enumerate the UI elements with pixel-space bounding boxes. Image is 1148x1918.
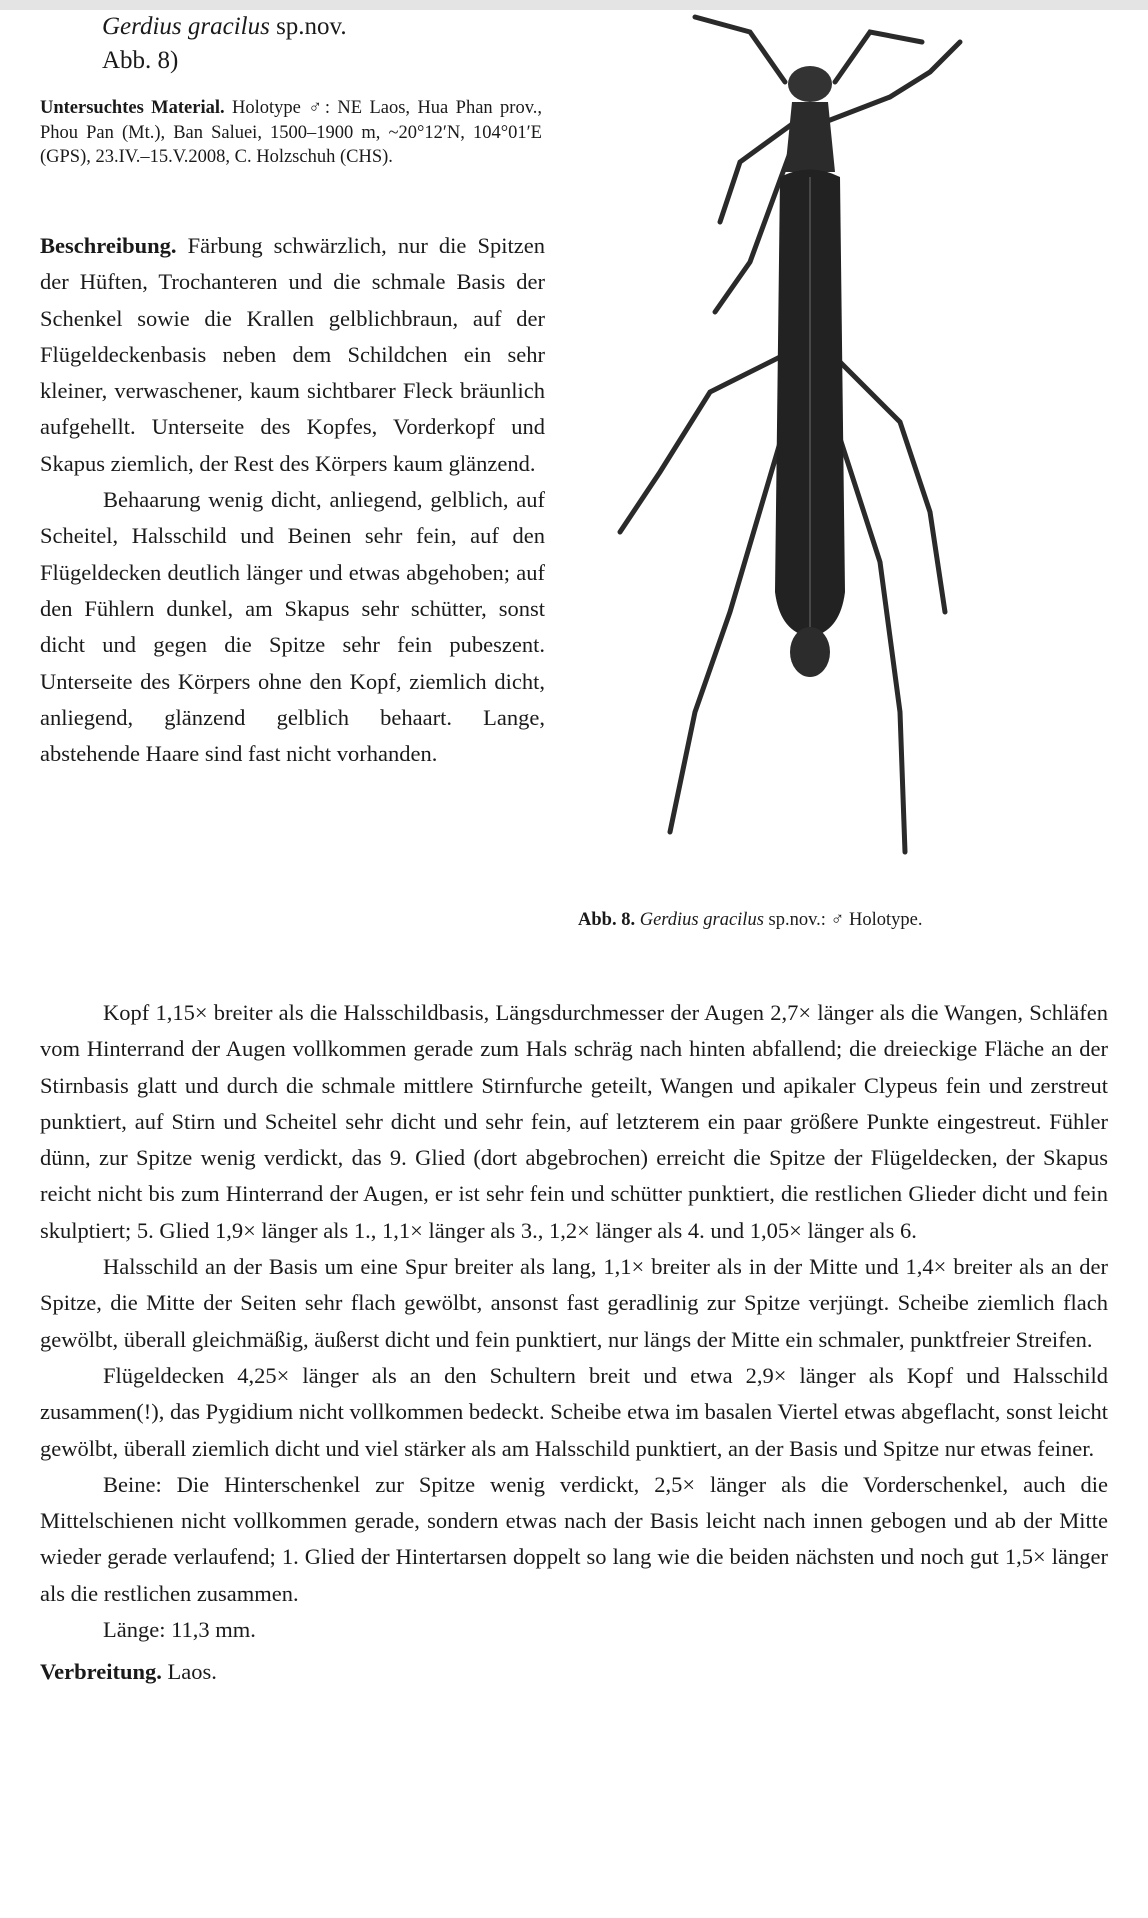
beetle-pronotum — [785, 102, 835, 172]
beetle-abdomen — [790, 627, 830, 677]
species-name: Gerdius gracilus — [102, 13, 270, 40]
species-title — [102, 10, 347, 44]
description-label: Beschreibung. — [40, 233, 177, 258]
description-p5: Flügeldecken 4,25× länger als an den Schultern breit und etwa 2,9× länger als Kopf und Halsschild zusammen(!), das Pygidium nicht vollkommen bedeckt. Scheibe etwa im basalen Viertel etwas abgeflacht, sonst leicht gewölbt, überall ziemlich dicht und viel stärker als am Halsschild punktiert, an der Basis und Spitze nur etwas feiner. — [40, 1362, 1108, 1461]
distribution — [40, 1654, 1108, 1690]
right-antenna — [835, 32, 922, 82]
viewer-top-bar — [0, 0, 1148, 10]
material-text: Holotype ♂: NE Laos, Hua Phan prov., Phou Pan (Mt.), Ban Saluei, 1500–1900 m, ~20°12′N, 104°01′E (GPS), 23.IV.–15.V.2008, C. Holzschuh (CHS). — [40, 98, 542, 167]
figure-caption — [578, 910, 923, 931]
length: Länge: 11,3 mm. — [103, 1617, 256, 1643]
beetle-photo — [600, 12, 1120, 872]
right-antenna-2 — [825, 42, 960, 122]
figure-reference: Abb. 8) — [102, 47, 179, 74]
right-middle-leg — [830, 352, 945, 612]
description-p1 — [40, 228, 545, 482]
beetle-head — [788, 66, 832, 102]
description-p2: Behaarung wenig dicht, anliegend, gelblich, auf Scheitel, Halsschild und Beinen sehr fein, auf den Flügeldecken deutlich länger und etwas abgehoben; auf den Fühlern dunkel, am Skapus sehr schütter, sonst dicht und gegen die Spitze sehr fein pubeszent. Unterseite des Körpers ohne den Kopf, ziemlich dicht, anliegend, glänzend gelblich behaart. Lange, abstehende Haare sind fast nicht vorhanden. — [40, 487, 545, 767]
description-fullwidth — [40, 995, 1108, 1691]
description-p3: Kopf 1,15× breiter als die Halsschildbasis, Längsdurchmesser der Augen 2,7× länger als die Wangen, Schläfen vom Hinterrand der Augen vollkommen gerade zum Hals schräg nach hinten abfallend; die dreieckige Fläche an der Stirnbasis glatt und durch die schmale mittlere Stirnfurche geteilt, Wangen und apikaler Clypeus fein und zerstreut punktiert, auf Stirn und Scheitel sehr dicht und sehr fein, auf letzterem ein paar größere Punkte eingestreut. Fühler dünn, zur Spitze wenig verdickt, das 9. Glied (dort abgebrochen) erreicht die Spitze der Flügeldecken, der Skapus reicht nicht bis zum Hinterrand der Augen, er ist sehr fein und schütter punktiert, die restlichen Glieder dicht und fein skulptiert; 5. Glied 1,9× länger als 1., 1,1× länger als 3., 1,2× länger als 4. und 1,05× länger als 6. — [40, 1000, 1108, 1243]
description-column — [40, 228, 545, 772]
description-p1-text: Färbung schwärzlich, nur die Spitzen der Hüften, Trochanteren und die schmale Basis der Schenkel sowie die Krallen gelblichbraun, auf der Flügeldeckenbasis neben dem Schildchen ein sehr kleiner, verwaschener, kaum sichtbarer Fleck bräunlich aufgehellt. Unterseite des Kopfes, Vorderkopf und Skapus ziemlich, der Rest des Körpers kaum glänzend. — [40, 233, 545, 476]
distribution-label: Verbreitung. — [40, 1659, 162, 1685]
left-middle-leg — [620, 352, 790, 532]
description-p4: Halsschild an der Basis um eine Spur breiter als lang, 1,1× breiter als in der Mitte und 1,4× breiter als an der Spitze, die Mitte der Seiten sehr flach gewölbt, ansonst fast geradlinig zur Spitze verjüngt. Scheibe ziemlich flach gewölbt, überall gleichmäßig, äußerst dicht und fein punktiert, nur längs der Mitte ein schmaler, punktfreier Streifen. — [40, 1254, 1108, 1352]
distribution-text: Laos. — [167, 1659, 217, 1685]
left-antenna — [695, 17, 785, 82]
description-p6: Beine: Die Hinterschenkel zur Spitze wenig verdickt, 2,5× länger als die Vorderschenkel, auch die Mittelschienen nicht vollkommen gerade, sondern etwas nach der Basis leicht nach innen gebogen und ab der Mitte wieder gerade verlaufend; 1. Glied der Hintertarsen doppelt so lang wie die beiden nächsten und noch gut 1,5× länger als die restlichen zusammen. — [40, 1471, 1108, 1606]
left-hind-leg — [670, 392, 795, 832]
material-label: Untersuchtes Material. — [40, 98, 225, 118]
caption-species: Gerdius gracilus — [639, 910, 764, 930]
caption-label: Abb. 8. — [578, 910, 636, 930]
caption-text: sp.nov.: ♂ Holotype. — [768, 910, 923, 930]
material-paragraph — [40, 96, 542, 170]
species-suffix: sp.nov. — [276, 13, 347, 40]
